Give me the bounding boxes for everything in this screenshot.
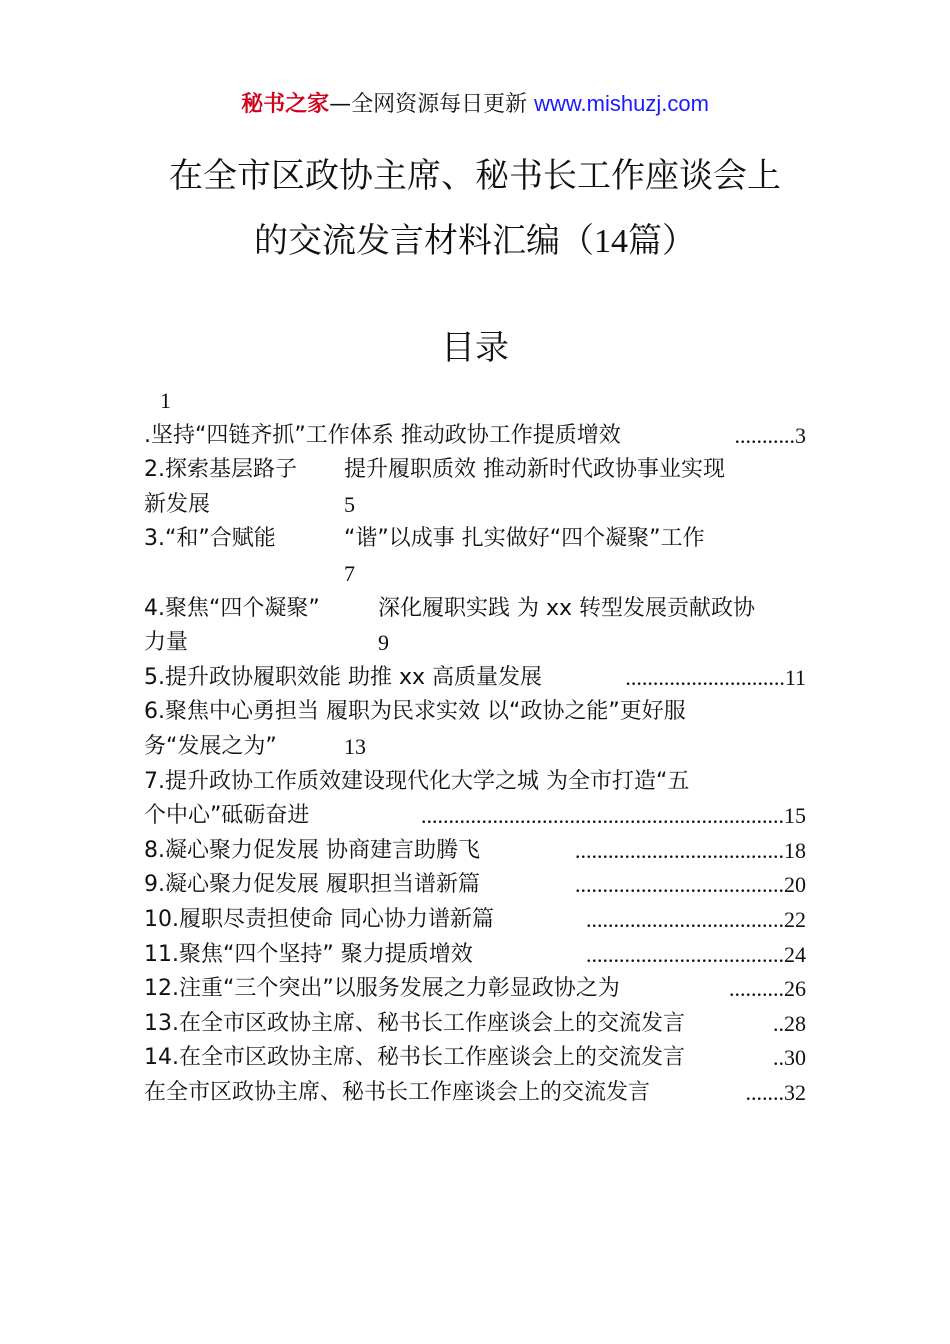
toc-entry-page: 9 bbox=[378, 630, 389, 656]
toc-entry[interactable] bbox=[144, 765, 806, 800]
toc-entry-title: 9.凝心聚力促发展 履职担当谱新篇 bbox=[144, 872, 480, 898]
toc-entry-page: ....................................22 bbox=[586, 906, 806, 932]
toc-entry-page: ..................................................................15 bbox=[421, 803, 806, 829]
document-title-line1: 在全市区政协主席、秘书长工作座谈会上 bbox=[169, 156, 781, 196]
toc-page-number: 1 bbox=[160, 388, 171, 413]
toc-entry-title: 6.聚焦中心勇担当 履职为民求实效 以“政协之能”更好服 bbox=[144, 699, 686, 725]
toc-entry-cont[interactable] bbox=[144, 626, 806, 661]
toc-entry-title: 4.聚焦“四个凝聚” bbox=[144, 595, 320, 621]
toc-entry-title: 5.提升政协履职效能 助推 xx 高质量发展 bbox=[144, 664, 543, 690]
toc-entry[interactable] bbox=[144, 1076, 806, 1111]
toc-entry[interactable] bbox=[144, 419, 806, 454]
toc-entry-cont[interactable] bbox=[144, 799, 806, 834]
toc-entry-title-cont: “谐”以成事 扎实做好“四个凝聚”工作 bbox=[344, 526, 705, 552]
toc-entry-title: .坚持“四链齐抓”工作体系 推动政协工作提质增效 bbox=[144, 422, 621, 448]
toc-entry-page: ..........26 bbox=[729, 976, 806, 1002]
toc-entry-title: 12.注重“三个突出”以服务发展之力彰显政协之为 bbox=[144, 976, 620, 1002]
toc-entry-title: 在全市区政协主席、秘书长工作座谈会上的交流发言 bbox=[144, 1079, 651, 1105]
toc-entry[interactable] bbox=[144, 903, 806, 938]
toc-entry-title: 8.凝心聚力促发展 协商建言助腾飞 bbox=[144, 837, 480, 863]
toc-entry[interactable] bbox=[144, 453, 806, 488]
toc-entry[interactable] bbox=[144, 834, 806, 869]
toc-entry-cont[interactable] bbox=[144, 557, 806, 592]
toc-entry-title: 务“发展之为” bbox=[144, 733, 277, 759]
toc-entry-cont[interactable] bbox=[144, 488, 806, 523]
toc-entry[interactable] bbox=[144, 695, 806, 730]
toc-entry[interactable] bbox=[144, 868, 806, 903]
toc-entry-page: .............................11 bbox=[625, 664, 806, 690]
site-url-link[interactable]: www.mishuzj.com bbox=[534, 91, 709, 116]
toc-entry-title: 10.履职尽责担使命 同心协力谱新篇 bbox=[144, 906, 494, 932]
toc-entry-title: 14.在全市区政协主席、秘书长工作座谈会上的交流发言 bbox=[144, 1045, 685, 1071]
site-header bbox=[0, 88, 950, 121]
toc-entry-page: ..30 bbox=[773, 1045, 806, 1071]
toc-entry[interactable] bbox=[144, 1041, 806, 1076]
title-line2-pre: 的交流发言材料汇编（ bbox=[254, 221, 594, 261]
toc-entry-page: 5 bbox=[344, 491, 355, 517]
toc-entry[interactable] bbox=[144, 972, 806, 1007]
toc-line bbox=[144, 384, 806, 419]
toc-entry-title: 新发展 bbox=[144, 491, 211, 517]
toc-entry[interactable] bbox=[144, 1007, 806, 1042]
toc-entry-title-cont: 深化履职实践 为 xx 转型发展贡献政协 bbox=[378, 595, 756, 621]
toc-entry-title: 个中心”砥砺奋进 bbox=[144, 803, 310, 829]
toc-entry[interactable] bbox=[144, 661, 806, 696]
toc-entry-title-cont: 提升履职质效 推动新时代政协事业实现 bbox=[344, 457, 725, 483]
toc-entry-page: .......32 bbox=[745, 1079, 806, 1105]
document-title-line2 bbox=[0, 217, 950, 266]
toc-entry-title: 11.聚焦“四个坚持” 聚力提质增效 bbox=[144, 941, 473, 967]
toc-entry-page: ....................................24 bbox=[586, 941, 806, 967]
toc-entry-title: 2.探索基层路子 bbox=[144, 457, 297, 483]
toc-entry-page: ......................................20 bbox=[575, 872, 806, 898]
toc-entry-page: ..28 bbox=[773, 1010, 806, 1036]
toc-entry-page: ...........3 bbox=[734, 422, 806, 448]
toc-entry-title: 3.“和”合赋能 bbox=[144, 526, 276, 552]
toc-entry[interactable] bbox=[144, 938, 806, 973]
toc-entry-cont[interactable] bbox=[144, 730, 806, 765]
toc-entry-title: 力量 bbox=[144, 630, 189, 656]
toc-entry-title: 7.提升政协工作质效建设现代化大学之城 为全市打造“五 bbox=[144, 768, 690, 794]
header-tagline: —全网资源每日更新 bbox=[329, 92, 528, 117]
toc-entry-title: 13.在全市区政协主席、秘书长工作座谈会上的交流发言 bbox=[144, 1010, 685, 1036]
toc-heading: 目录 bbox=[441, 328, 509, 368]
brand-name: 秘书之家 bbox=[241, 92, 330, 117]
toc-entry[interactable] bbox=[144, 522, 806, 557]
title-line2-post: 篇） bbox=[628, 221, 696, 261]
toc-entry-page: 13 bbox=[344, 733, 366, 759]
toc-entry[interactable] bbox=[144, 592, 806, 627]
toc-entry-page: 7 bbox=[344, 560, 355, 586]
title-article-count: 14 bbox=[594, 223, 628, 260]
table-of-contents bbox=[144, 384, 806, 1110]
toc-entry-page: ......................................18 bbox=[575, 837, 806, 863]
